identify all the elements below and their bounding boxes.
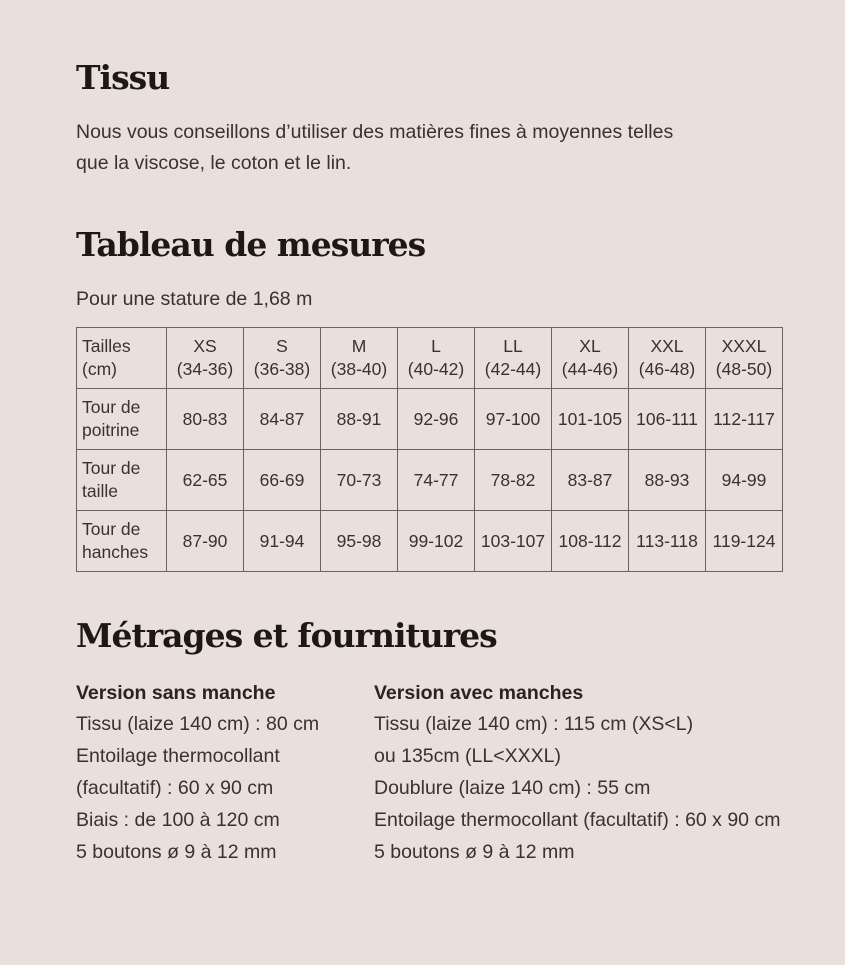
- sleeveless-title: Version sans manche: [76, 682, 276, 704]
- row-label-waist: [77, 450, 167, 511]
- measurements-title: Tableau de mesures: [76, 225, 426, 264]
- size-name: XXXL: [721, 336, 767, 356]
- size-header-cell: [398, 328, 475, 389]
- supplies-title: Métrages et fournitures: [76, 616, 497, 655]
- row-label-line: taille: [82, 481, 118, 501]
- table-cell: 92-96: [398, 389, 475, 450]
- size-range: (46-48): [638, 359, 696, 379]
- measurements-subtitle: Pour une stature de 1,68 m: [76, 288, 313, 310]
- size-name: M: [351, 336, 367, 356]
- size-header-cell: [552, 328, 629, 389]
- supply-line: Entoilage thermocollant (facultatif) : 60 x 90 cm: [374, 809, 781, 831]
- size-name: XXL: [650, 336, 684, 356]
- size-name: XL: [579, 336, 601, 356]
- size-range: (36-38): [253, 359, 311, 379]
- size-range: (38-40): [330, 359, 388, 379]
- row-label-line: Tour de: [82, 458, 141, 478]
- table-cell: 112-117: [706, 389, 783, 450]
- row-label-line: poitrine: [82, 420, 140, 440]
- size-range: (44-46): [561, 359, 619, 379]
- size-header-cell: [321, 328, 398, 389]
- row-label-hips: [77, 511, 167, 572]
- table-cell: 91-94: [244, 511, 321, 572]
- fabric-text-line-1: Nous vous conseillons d’utiliser des matières fines à moyennes telles: [76, 121, 674, 143]
- supply-line: (facultatif) : 60 x 90 cm: [76, 777, 274, 799]
- supply-line: Doublure (laize 140 cm) : 55 cm: [374, 777, 651, 799]
- supply-line: 5 boutons ø 9 à 12 mm: [76, 841, 277, 863]
- table-cell: 119-124: [706, 511, 783, 572]
- size-range: (40-42): [407, 359, 465, 379]
- table-row-hips: [77, 511, 783, 572]
- table-header-row: [77, 328, 783, 389]
- row-label-line: hanches: [82, 542, 149, 562]
- supply-line: 5 boutons ø 9 à 12 mm: [374, 841, 575, 863]
- table-cell: 62-65: [167, 450, 244, 511]
- table-cell: 101-105: [552, 389, 629, 450]
- row-label-line: Tour de: [82, 397, 141, 417]
- size-header-cell: [629, 328, 706, 389]
- table-cell: 108-112: [552, 511, 629, 572]
- table-cell: 94-99: [706, 450, 783, 511]
- table-cell: 95-98: [321, 511, 398, 572]
- sleeved-version: [374, 678, 780, 868]
- table-cell: 66-69: [244, 450, 321, 511]
- fabric-title: Tissu: [76, 58, 170, 97]
- table-cell: 103-107: [475, 511, 552, 572]
- size-header-cell: [706, 328, 783, 389]
- fabric-text-line-2: que la viscose, le coton et le lin.: [76, 152, 352, 174]
- row-label-line: Tour de: [82, 519, 141, 539]
- sleeveless-version: [76, 678, 319, 868]
- table-cell: 113-118: [629, 511, 706, 572]
- header-label-line: Tailles: [82, 336, 131, 356]
- size-range: (42-44): [484, 359, 542, 379]
- size-range: (34-36): [176, 359, 234, 379]
- table-cell: 84-87: [244, 389, 321, 450]
- table-cell: 78-82: [475, 450, 552, 511]
- supply-line: Entoilage thermocollant: [76, 745, 280, 767]
- supply-line: Tissu (laize 140 cm) : 80 cm: [76, 713, 320, 735]
- size-header-cell: [244, 328, 321, 389]
- size-range: (48-50): [715, 359, 773, 379]
- table-header-label: [77, 328, 167, 389]
- table-cell: 106-111: [629, 389, 706, 450]
- size-name: L: [431, 336, 441, 356]
- size-name: XS: [193, 336, 217, 356]
- size-header-cell: [475, 328, 552, 389]
- table-cell: 99-102: [398, 511, 475, 572]
- table-cell: 74-77: [398, 450, 475, 511]
- row-label-chest: [77, 389, 167, 450]
- sleeved-title: Version avec manches: [374, 682, 584, 704]
- size-name: LL: [503, 336, 523, 356]
- table-row-chest: [77, 389, 783, 450]
- supply-line: Biais : de 100 à 120 cm: [76, 809, 280, 831]
- table-row-waist: [77, 450, 783, 511]
- table-cell: 80-83: [167, 389, 244, 450]
- table-cell: 87-90: [167, 511, 244, 572]
- table-cell: 88-93: [629, 450, 706, 511]
- supply-line: ou 135cm (LL<XXXL): [374, 745, 561, 767]
- table-cell: 88-91: [321, 389, 398, 450]
- header-label-line: (cm): [82, 359, 117, 379]
- size-header-cell: [167, 328, 244, 389]
- size-name: S: [276, 336, 288, 356]
- table-cell: 97-100: [475, 389, 552, 450]
- table-cell: 83-87: [552, 450, 629, 511]
- table-cell: 70-73: [321, 450, 398, 511]
- size-chart-table: [76, 327, 783, 572]
- supply-line: Tissu (laize 140 cm) : 115 cm (XS<L): [374, 713, 694, 735]
